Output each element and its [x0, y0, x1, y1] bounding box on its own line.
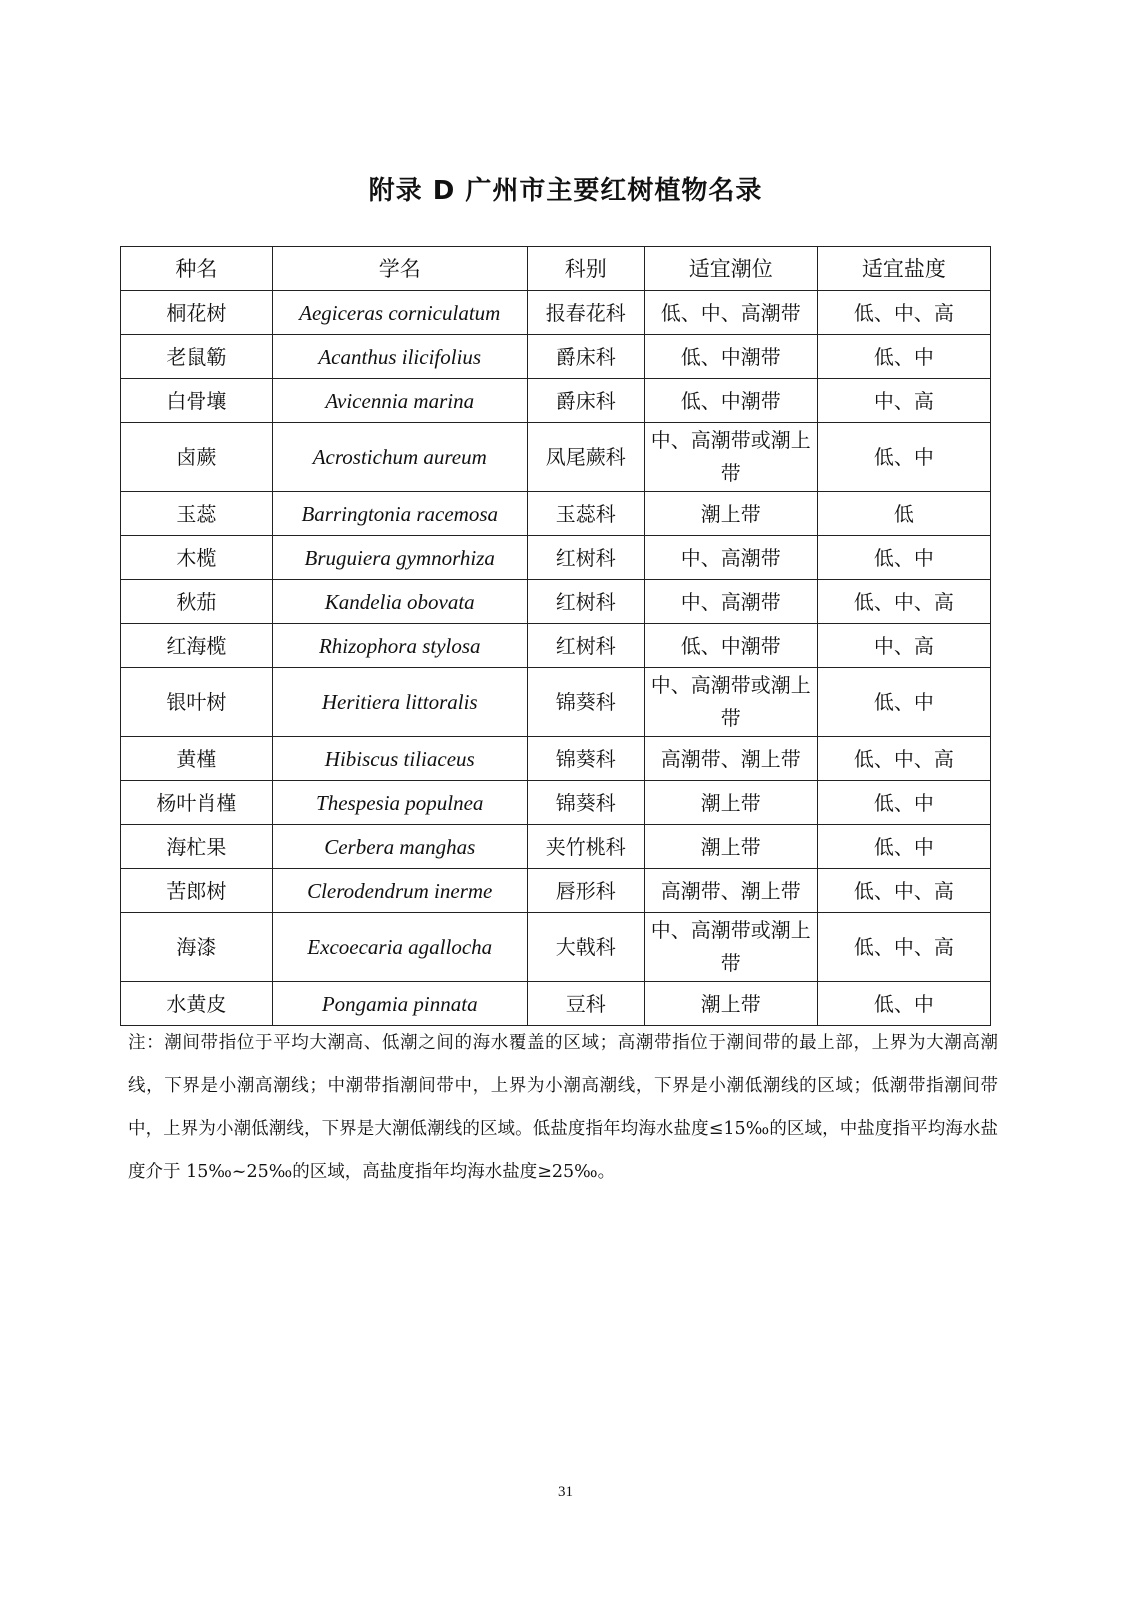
salinity-cell: 低、中、高 — [817, 913, 990, 982]
family-cell: 红树科 — [527, 536, 644, 580]
species-name-cell: 海漆 — [121, 913, 273, 982]
tidal-zone-cell: 潮上带 — [644, 781, 817, 825]
scientific-name-cell: Kandelia obovata — [272, 580, 527, 624]
table-row — [121, 913, 991, 982]
header-salinity: 适宜盐度 — [817, 247, 990, 291]
table-row — [121, 982, 991, 1026]
scientific-name-cell: Rhizophora stylosa — [272, 624, 527, 668]
species-name-cell: 卤蕨 — [121, 423, 273, 492]
family-cell: 夹竹桃科 — [527, 825, 644, 869]
species-name-cell: 水黄皮 — [121, 982, 273, 1026]
table-row — [121, 580, 991, 624]
page-title: 附录 D 广州市主要红树植物名录 — [368, 176, 763, 206]
tidal-zone-cell: 低、中潮带 — [644, 379, 817, 423]
salinity-cell: 低、中 — [817, 825, 990, 869]
mangrove-species-table — [120, 246, 991, 1026]
table-row — [121, 825, 991, 869]
species-name-cell: 桐花树 — [121, 291, 273, 335]
salinity-cell: 低、中 — [817, 335, 990, 379]
species-name-cell: 木榄 — [121, 536, 273, 580]
species-name-cell: 黄槿 — [121, 737, 273, 781]
salinity-cell: 低、中、高 — [817, 869, 990, 913]
tidal-zone-cell: 潮上带 — [644, 492, 817, 536]
species-name-cell: 红海榄 — [121, 624, 273, 668]
scientific-name-cell: Clerodendrum inerme — [272, 869, 527, 913]
family-cell: 锦葵科 — [527, 668, 644, 737]
family-cell: 红树科 — [527, 580, 644, 624]
family-cell: 报春花科 — [527, 291, 644, 335]
header-species-name: 种名 — [121, 247, 273, 291]
page-number: 31 — [558, 1484, 573, 1500]
scientific-name-cell: Aegiceras corniculatum — [272, 291, 527, 335]
species-name-cell: 老鼠簕 — [121, 335, 273, 379]
salinity-cell: 低、中 — [817, 536, 990, 580]
tidal-zone-cell: 潮上带 — [644, 825, 817, 869]
species-name-cell: 玉蕊 — [121, 492, 273, 536]
table-header-row — [121, 247, 991, 291]
table-row — [121, 737, 991, 781]
table-row — [121, 423, 991, 492]
species-name-cell: 苦郎树 — [121, 869, 273, 913]
table-row — [121, 335, 991, 379]
family-cell: 唇形科 — [527, 869, 644, 913]
salinity-cell: 低、中 — [817, 781, 990, 825]
family-cell: 凤尾蕨科 — [527, 423, 644, 492]
tidal-zone-cell: 中、高潮带 — [644, 536, 817, 580]
header-scientific-name: 学名 — [272, 247, 527, 291]
table-row — [121, 536, 991, 580]
scientific-name-cell: Heritiera littoralis — [272, 668, 527, 737]
family-cell: 锦葵科 — [527, 737, 644, 781]
table-row — [121, 869, 991, 913]
tidal-zone-cell: 中、高潮带或潮上带 — [644, 913, 817, 982]
family-cell: 锦葵科 — [527, 781, 644, 825]
tidal-zone-cell: 潮上带 — [644, 982, 817, 1026]
tidal-zone-cell: 低、中潮带 — [644, 624, 817, 668]
scientific-name-cell: Avicennia marina — [272, 379, 527, 423]
tidal-zone-cell: 高潮带、潮上带 — [644, 737, 817, 781]
table-note: 注：潮间带指位于平均大潮高、低潮之间的海水覆盖的区域；高潮带指位于潮间带的最上部，上界为大潮高潮线，下界是小潮高潮线；中潮带指潮间带中，上界为小潮高潮线，下界是小潮低潮线的区域；低潮带指潮间带中，上界为小潮低潮线，下界是大潮低潮线的区域。低盐度指年均海水盐度≤15‰的区域，中盐度指平均海水盐度介于 15‰~25‰的区域，高盐度指年均海水盐度≥25‰。 — [128, 1033, 998, 1182]
scientific-name-cell: Thespesia populnea — [272, 781, 527, 825]
table-row — [121, 492, 991, 536]
salinity-cell: 低、中、高 — [817, 291, 990, 335]
salinity-cell: 低、中 — [817, 668, 990, 737]
tidal-zone-cell: 低、中潮带 — [644, 335, 817, 379]
scientific-name-cell: Excoecaria agallocha — [272, 913, 527, 982]
family-cell: 玉蕊科 — [527, 492, 644, 536]
family-cell: 大戟科 — [527, 913, 644, 982]
salinity-cell: 低、中 — [817, 982, 990, 1026]
table-row — [121, 291, 991, 335]
table-row — [121, 379, 991, 423]
scientific-name-cell: Acanthus ilicifolius — [272, 335, 527, 379]
salinity-cell: 低 — [817, 492, 990, 536]
tidal-zone-cell: 低、中、高潮带 — [644, 291, 817, 335]
scientific-name-cell: Barringtonia racemosa — [272, 492, 527, 536]
family-cell: 豆科 — [527, 982, 644, 1026]
table-row — [121, 668, 991, 737]
salinity-cell: 低、中 — [817, 423, 990, 492]
salinity-cell: 中、高 — [817, 624, 990, 668]
header-tidal-zone: 适宜潮位 — [644, 247, 817, 291]
scientific-name-cell: Cerbera manghas — [272, 825, 527, 869]
family-cell: 爵床科 — [527, 335, 644, 379]
species-name-cell: 银叶树 — [121, 668, 273, 737]
salinity-cell: 低、中、高 — [817, 580, 990, 624]
salinity-cell: 低、中、高 — [817, 737, 990, 781]
tidal-zone-cell: 中、高潮带或潮上带 — [644, 668, 817, 737]
species-name-cell: 白骨壤 — [121, 379, 273, 423]
header-family: 科别 — [527, 247, 644, 291]
salinity-cell: 中、高 — [817, 379, 990, 423]
family-cell: 爵床科 — [527, 379, 644, 423]
scientific-name-cell: Pongamia pinnata — [272, 982, 527, 1026]
species-name-cell: 秋茄 — [121, 580, 273, 624]
scientific-name-cell: Bruguiera gymnorhiza — [272, 536, 527, 580]
species-name-cell: 海杧果 — [121, 825, 273, 869]
tidal-zone-cell: 中、高潮带或潮上带 — [644, 423, 817, 492]
tidal-zone-cell: 高潮带、潮上带 — [644, 869, 817, 913]
tidal-zone-cell: 中、高潮带 — [644, 580, 817, 624]
table-row — [121, 624, 991, 668]
family-cell: 红树科 — [527, 624, 644, 668]
scientific-name-cell: Acrostichum aureum — [272, 423, 527, 492]
table-row — [121, 781, 991, 825]
species-name-cell: 杨叶肖槿 — [121, 781, 273, 825]
scientific-name-cell: Hibiscus tiliaceus — [272, 737, 527, 781]
